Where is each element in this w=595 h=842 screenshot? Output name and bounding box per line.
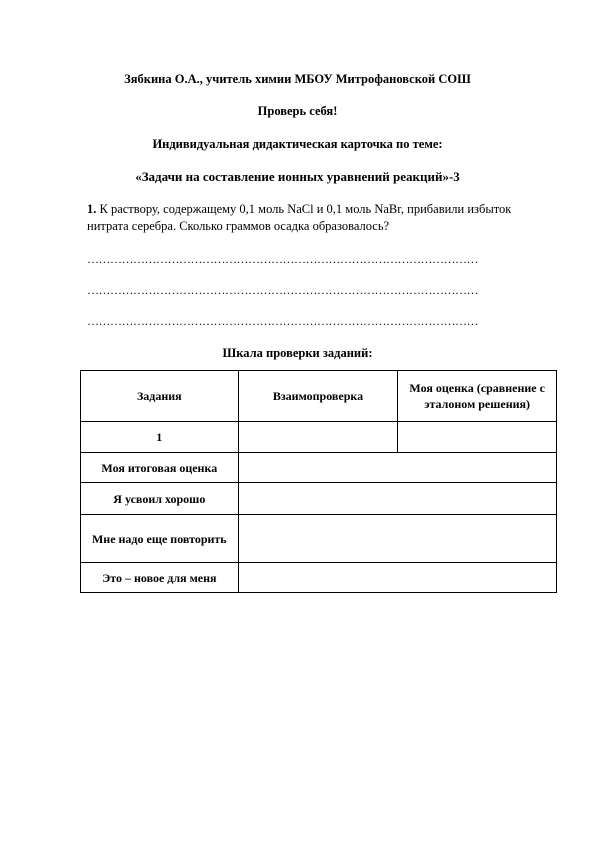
task-text: К раствору, содержащему 0,1 моль NaCl и 0,1 моль NaBr, прибавили избыток нитрата серебра. Сколько граммов осадка образовалось?	[87, 202, 512, 233]
row-label-new-for-me: Это – новое для меня	[81, 563, 239, 593]
check-yourself-heading: Проверь себя!	[257, 104, 338, 118]
table-row	[81, 483, 557, 515]
check-table	[80, 370, 557, 593]
task-number: 1.	[87, 202, 97, 216]
header-tasks: Задания	[81, 371, 239, 422]
learned-well-cell[interactable]	[238, 483, 556, 515]
final-grade-cell[interactable]	[238, 453, 556, 483]
table-row	[81, 453, 557, 483]
row-label-need-review: Мне надо еще повторить	[81, 515, 239, 563]
table-row	[81, 422, 557, 453]
answer-line-2[interactable]: …………………………………………………………………………………………	[87, 283, 478, 297]
topic-title: «Задачи на составление ионных уравнений реакций»-3	[135, 169, 460, 184]
scale-title: Шкала проверки заданий:	[222, 346, 373, 360]
peer-review-cell[interactable]	[238, 422, 398, 453]
table-header-row	[81, 371, 557, 422]
author-line: Зябкина О.А., учитель химии МБОУ Митрофановской СОШ	[124, 72, 471, 86]
row-label-final-grade: Моя итоговая оценка	[81, 453, 239, 483]
table-row	[81, 563, 557, 593]
new-for-me-cell[interactable]	[238, 563, 556, 593]
card-title: Индивидуальная дидактическая карточка по теме:	[152, 137, 443, 151]
task-number-cell: 1	[81, 422, 239, 453]
header-my-grade: Моя оценка (сравнение с эталоном решения)	[398, 371, 557, 422]
table-row	[81, 515, 557, 563]
header-peer-review: Взаимопроверка	[238, 371, 398, 422]
answer-line-1[interactable]: …………………………………………………………………………………………	[87, 252, 478, 266]
task-1	[87, 201, 527, 235]
row-label-learned-well: Я усвоил хорошо	[81, 483, 239, 515]
answer-line-3[interactable]: …………………………………………………………………………………………	[87, 314, 478, 328]
need-review-cell[interactable]	[238, 515, 556, 563]
my-grade-cell[interactable]	[398, 422, 557, 453]
